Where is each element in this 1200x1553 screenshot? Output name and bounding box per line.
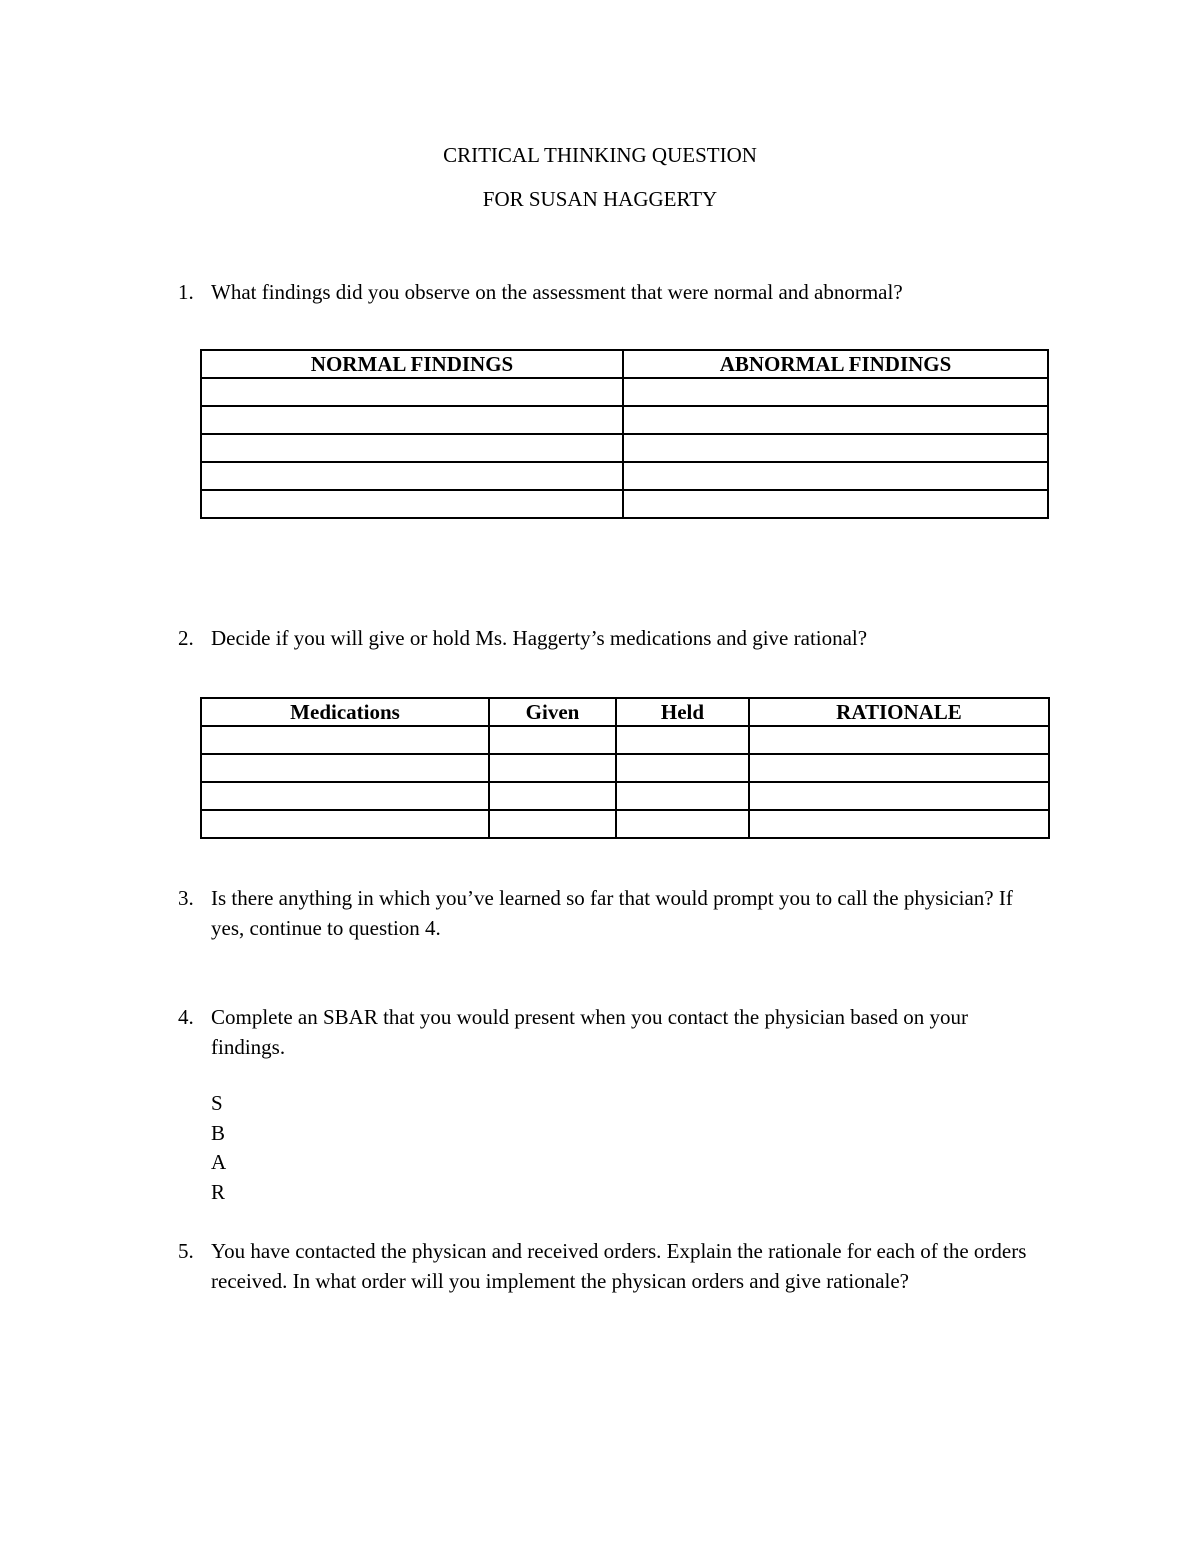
medication-cell[interactable] [201,810,489,838]
medication-cell[interactable] [201,726,489,754]
question-text: Complete an SBAR that you would present when you contact the physician based on your findings. [211,1005,969,1059]
table-row [201,726,1049,754]
medications-table [200,697,1050,839]
given-cell[interactable] [489,782,616,810]
sbar-list [211,1089,226,1207]
held-cell[interactable] [616,810,749,838]
normal-cell[interactable] [201,434,623,462]
findings-table [200,349,1049,519]
rationale-cell[interactable] [749,782,1049,810]
question-text: You have contacted the physican and received orders. Explain the rationale for each of the orders received. In what order will you implement the physican orders and give rationale? [211,1239,1027,1293]
held-cell[interactable] [616,754,749,782]
question-number: 5. [178,1239,194,1263]
abnormal-cell[interactable] [623,434,1048,462]
given-cell[interactable] [489,810,616,838]
question-text: Is there anything in which you’ve learned so far that would prompt you to call the physician? If yes, continue to question 4. [211,886,1013,940]
header-normal-findings: NORMAL FINDINGS [201,350,623,378]
header-medications: Medications [201,698,489,726]
question-number: 3. [178,886,194,910]
question-number: 2. [178,626,194,650]
medication-cell[interactable] [201,754,489,782]
table-row [201,434,1048,462]
rationale-cell[interactable] [749,754,1049,782]
table-row [201,810,1049,838]
abnormal-cell[interactable] [623,462,1048,490]
medication-cell[interactable] [201,782,489,810]
sbar-situation: S [211,1091,223,1115]
header-rationale: RATIONALE [749,698,1049,726]
question-number: 1. [178,280,194,304]
sbar-background: B [211,1120,226,1145]
header-given: Given [489,698,616,726]
held-cell[interactable] [616,782,749,810]
table-row [201,754,1049,782]
table-row [201,490,1048,518]
normal-cell[interactable] [201,490,623,518]
normal-cell[interactable] [201,378,623,406]
given-cell[interactable] [489,726,616,754]
title-line-1: CRITICAL THINKING QUESTION [443,143,757,167]
title-line-2: FOR SUSAN HAGGERTY [482,187,718,211]
rationale-cell[interactable] [749,810,1049,838]
header-held: Held [616,698,749,726]
held-cell[interactable] [616,726,749,754]
normal-cell[interactable] [201,406,623,434]
table-row [201,462,1048,490]
abnormal-cell[interactable] [623,406,1048,434]
sbar-recommendation: R [211,1179,226,1204]
normal-cell[interactable] [201,462,623,490]
table-header-row [201,350,1048,378]
header-abnormal-findings: ABNORMAL FINDINGS [623,350,1048,378]
table-row [201,782,1049,810]
rationale-cell[interactable] [749,726,1049,754]
table-row [201,378,1048,406]
question-number: 4. [178,1005,194,1029]
question-text: Decide if you will give or hold Ms. Haggerty’s medications and give rational? [211,626,868,650]
abnormal-cell[interactable] [623,378,1048,406]
table-row [201,406,1048,434]
question-text: What findings did you observe on the assessment that were normal and abnormal? [211,280,903,304]
abnormal-cell[interactable] [623,490,1048,518]
sbar-assessment: A [211,1150,227,1174]
table-header-row [201,698,1049,726]
given-cell[interactable] [489,754,616,782]
